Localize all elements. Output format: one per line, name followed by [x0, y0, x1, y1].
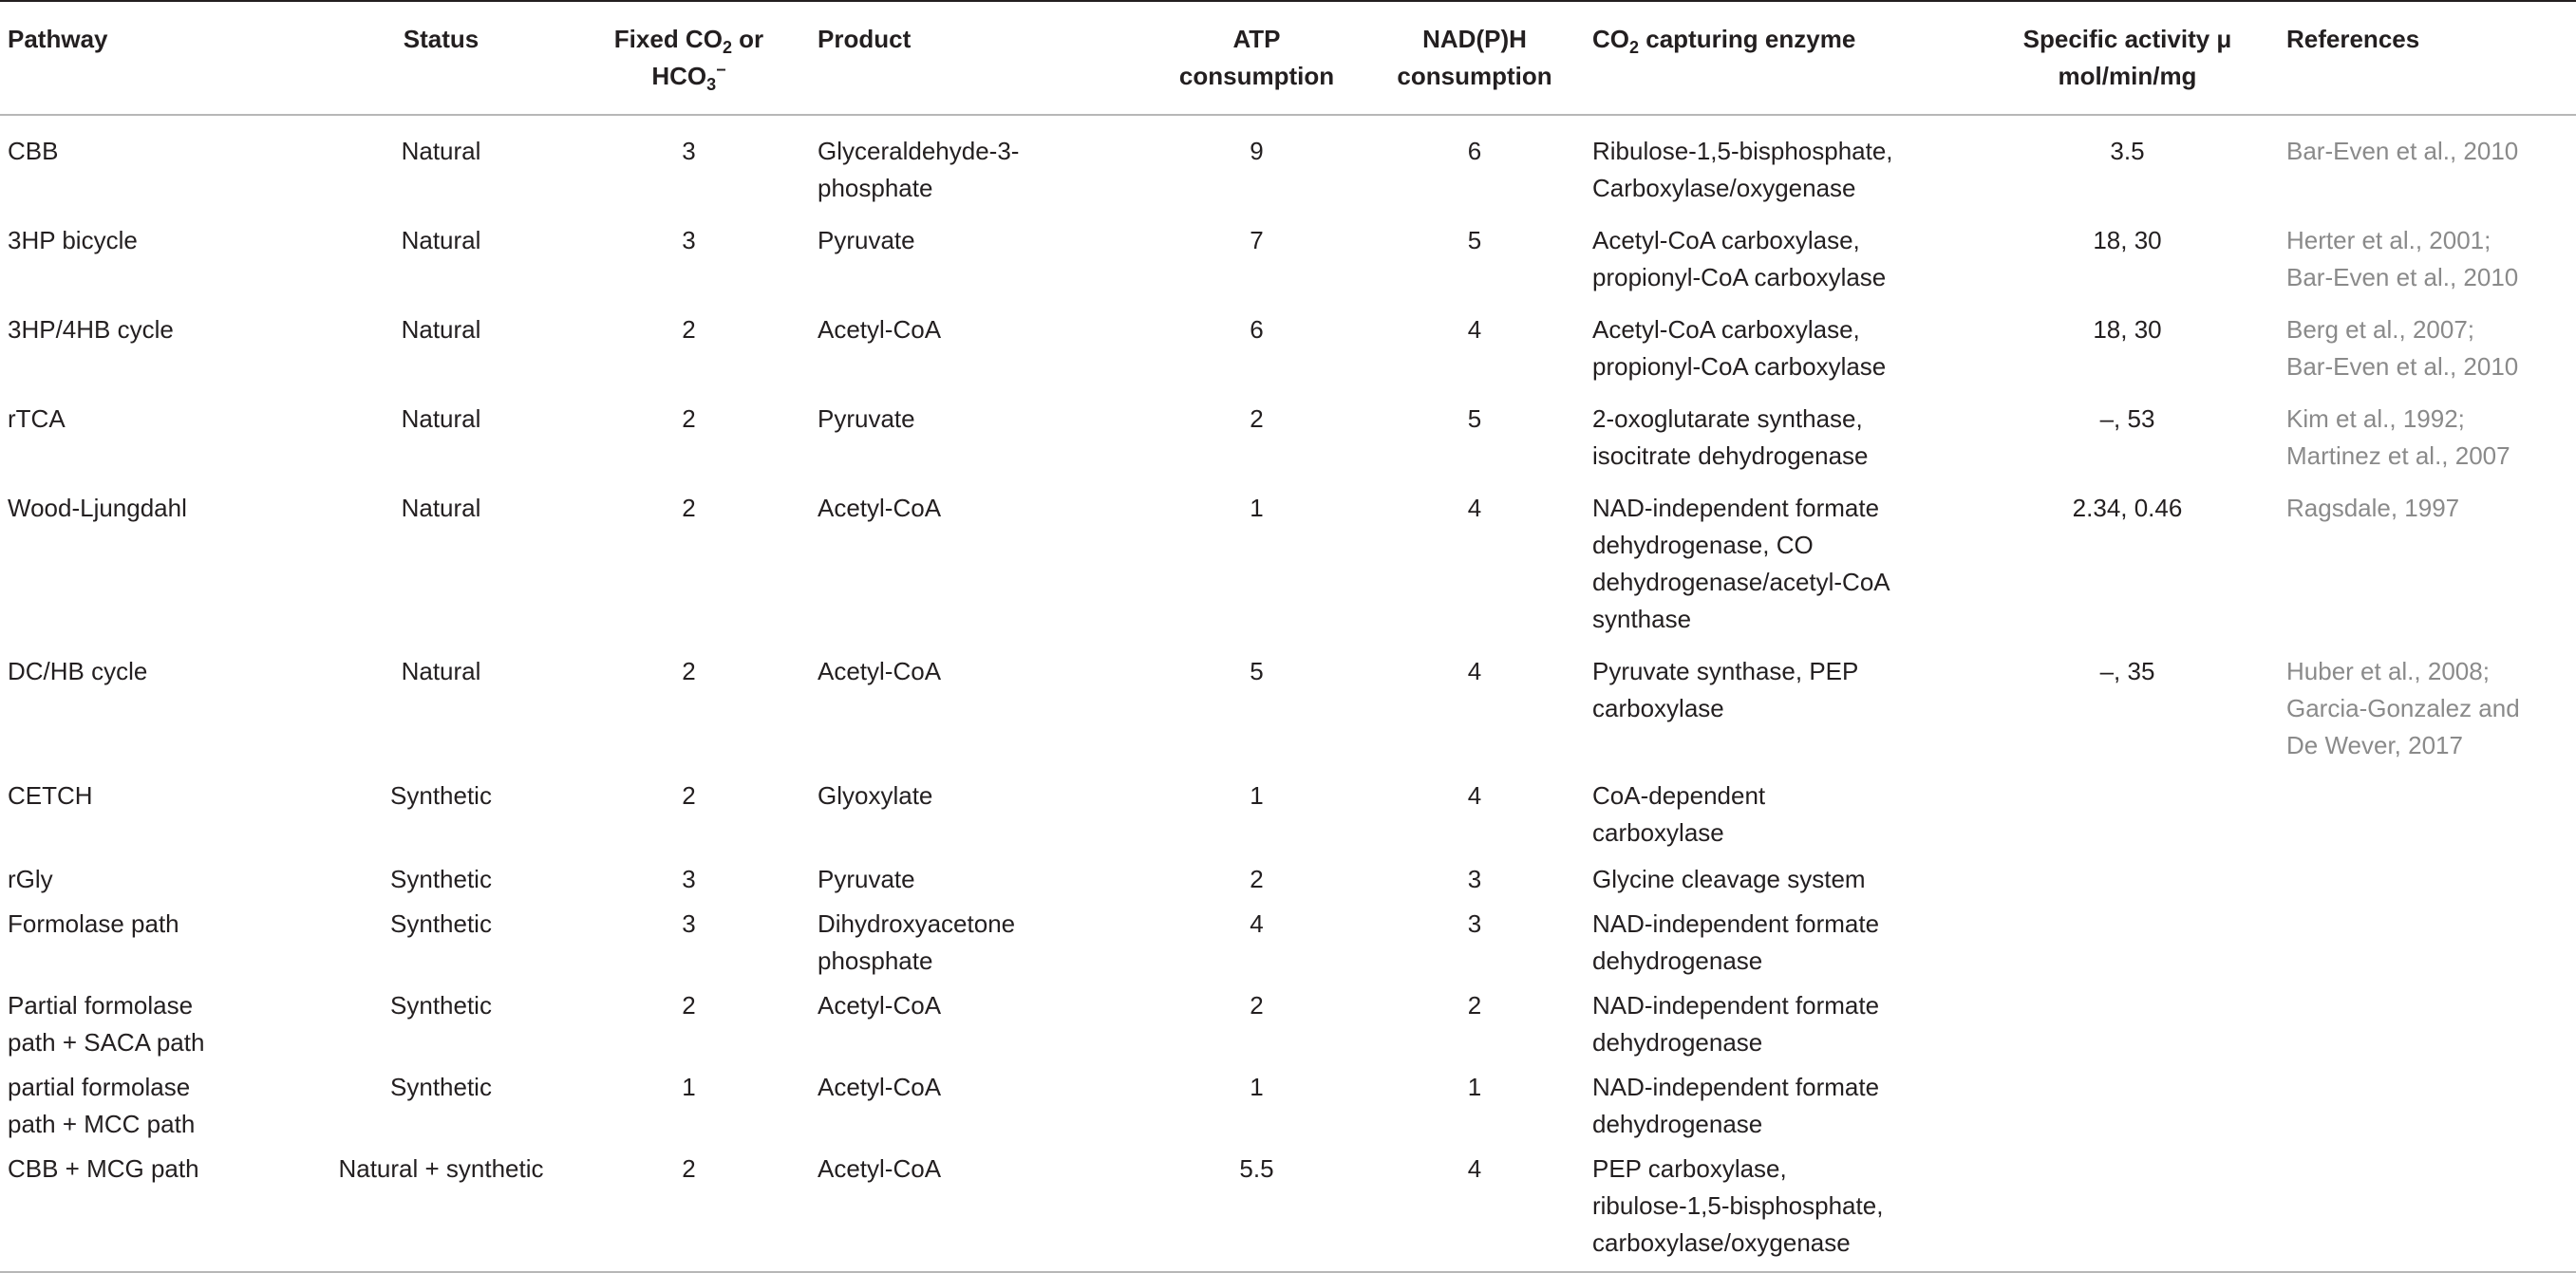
- cell-references-line: Kim et al., 1992;: [2286, 404, 2465, 433]
- cell-atp-line: 1: [1250, 1073, 1264, 1101]
- header-hco3-text: HCO: [651, 62, 707, 90]
- cell-status-line: Natural: [401, 226, 481, 254]
- cell-pathway-line: path + SACA path: [8, 1028, 205, 1057]
- cell-pathway-line: CBB + MCG path: [8, 1154, 199, 1183]
- cell-atp: [1149, 906, 1363, 987]
- cell-status: [314, 115, 566, 222]
- cell-references-line: Ragsdale, 1997: [2286, 494, 2460, 522]
- cell-nadph-line: 5: [1467, 404, 1482, 433]
- cell-nadph-line: 5: [1467, 226, 1482, 254]
- cell-enzyme: [1585, 1069, 1974, 1151]
- table-row: [0, 1069, 2576, 1151]
- cell-status-line: Synthetic: [390, 865, 492, 893]
- cell-atp: [1149, 311, 1363, 401]
- cell-enzyme: [1585, 1151, 1974, 1272]
- cell-product-line: Acetyl-CoA: [818, 1154, 942, 1183]
- cell-nadph: [1363, 1069, 1585, 1151]
- cell-product-line: Acetyl-CoA: [818, 991, 942, 1020]
- header-enzyme-post: capturing enzyme: [1639, 25, 1856, 53]
- cell-references: [2279, 311, 2576, 401]
- cell-enzyme-line: propionyl-CoA carboxylase: [1592, 352, 1887, 381]
- cell-status: [314, 861, 566, 906]
- cell-pathway-line: Wood-Ljungdahl: [8, 494, 187, 522]
- header-activity-line2: mol/min/mg: [2058, 62, 2197, 90]
- cell-product-line: Glyoxylate: [818, 781, 933, 810]
- cell-pathway: [0, 490, 314, 653]
- table-row: [0, 401, 2576, 490]
- cell-status-line: Natural: [401, 137, 481, 165]
- header-atp-line2: consumption: [1178, 62, 1335, 90]
- cell-product: [810, 777, 1149, 861]
- cell-enzyme-line: Carboxylase/oxygenase: [1592, 174, 1856, 202]
- cell-enzyme: [1585, 777, 1974, 861]
- cell-enzyme-line: NAD-independent formate: [1592, 909, 1880, 938]
- cell-fixed-co2: [566, 861, 810, 906]
- cell-activity-line: –, 35: [2099, 657, 2155, 685]
- cell-product: [810, 1069, 1149, 1151]
- header-fixed-co2-text: Fixed CO: [613, 25, 723, 53]
- cell-atp: [1149, 222, 1363, 311]
- cell-atp: [1149, 115, 1363, 222]
- cell-product-line: Pyruvate: [818, 865, 915, 893]
- cell-pathway: [0, 987, 314, 1069]
- cell-fixed-co2: [566, 777, 810, 861]
- cell-pathway-line: Partial formolase: [8, 991, 194, 1020]
- cell-status: [314, 1151, 566, 1272]
- cell-enzyme: [1585, 490, 1974, 653]
- cell-product: [810, 311, 1149, 401]
- cell-atp-line: 1: [1250, 494, 1264, 522]
- cell-enzyme-line: dehydrogenase: [1592, 1110, 1763, 1138]
- cell-atp: [1149, 861, 1363, 906]
- cell-pathway: [0, 653, 314, 777]
- cell-fixed-co2: [566, 401, 810, 490]
- cell-activity-line: 2.34, 0.46: [2072, 494, 2183, 522]
- header-enzyme: [1585, 1, 1974, 115]
- header-fixed-co2: [566, 1, 810, 115]
- cell-atp-line: 7: [1250, 226, 1264, 254]
- cell-enzyme-line: carboxylase/oxygenase: [1592, 1228, 1851, 1257]
- cell-atp-line: 2: [1250, 865, 1264, 893]
- cell-activity: [1974, 222, 2279, 311]
- cell-status-line: Natural: [401, 315, 481, 344]
- cell-nadph-line: 3: [1467, 865, 1482, 893]
- header-product: Product: [818, 25, 912, 53]
- cell-atp-line: 4: [1250, 909, 1264, 938]
- cell-activity: [1974, 906, 2279, 987]
- cell-atp: [1149, 987, 1363, 1069]
- cell-product: [810, 115, 1149, 222]
- cell-references: [2279, 490, 2576, 653]
- cell-status: [314, 222, 566, 311]
- cell-nadph: [1363, 861, 1585, 906]
- cell-enzyme-line: NAD-independent formate: [1592, 494, 1880, 522]
- cell-pathway-line: partial formolase: [8, 1073, 191, 1101]
- cell-nadph: [1363, 777, 1585, 861]
- cell-enzyme: [1585, 401, 1974, 490]
- cell-fixed-co2: [566, 1151, 810, 1272]
- cell-atp: [1149, 777, 1363, 861]
- table-row: [0, 115, 2576, 222]
- cell-fixed-co2: [566, 311, 810, 401]
- cell-enzyme-line: dehydrogenase: [1592, 946, 1763, 975]
- cell-nadph: [1363, 1151, 1585, 1272]
- cell-enzyme-line: ribulose-1,5-bisphosphate,: [1592, 1191, 1884, 1220]
- cell-fixed-co2-line: 2: [682, 657, 696, 685]
- cell-nadph-line: 2: [1467, 991, 1482, 1020]
- header-nadph-line2: consumption: [1397, 62, 1552, 90]
- cell-pathway-line: CETCH: [8, 781, 93, 810]
- cell-atp-line: 5.5: [1239, 1154, 1274, 1183]
- cell-atp: [1149, 401, 1363, 490]
- cell-product: [810, 1151, 1149, 1272]
- header-enzyme-subscript: 2: [1629, 38, 1640, 58]
- cell-pathway-line: 3HP/4HB cycle: [8, 315, 174, 344]
- table-row: [0, 490, 2576, 653]
- cell-references: [2279, 1151, 2576, 1272]
- cell-product-line: Glyceraldehyde-3-: [818, 137, 1020, 165]
- cell-pathway: [0, 401, 314, 490]
- cell-enzyme: [1585, 861, 1974, 906]
- table-row: [0, 222, 2576, 311]
- cell-fixed-co2-line: 1: [682, 1073, 696, 1101]
- table-row: [0, 1151, 2576, 1272]
- cell-status: [314, 653, 566, 777]
- cell-enzyme-line: PEP carboxylase,: [1592, 1154, 1787, 1183]
- table-body: [0, 115, 2576, 1272]
- cell-status-line: Natural: [401, 494, 481, 522]
- header-nadph-line1: NAD(P)H: [1422, 25, 1527, 53]
- header-activity-line1: Specific activity μ: [2022, 25, 2232, 53]
- header-nadph: [1363, 1, 1585, 115]
- cell-nadph: [1363, 987, 1585, 1069]
- header-fixed-or: or: [731, 25, 764, 53]
- cell-fixed-co2-line: 3: [682, 137, 696, 165]
- cell-pathway: [0, 311, 314, 401]
- header-enzyme-text: CO: [1592, 25, 1629, 53]
- table-header: [0, 1, 2576, 115]
- table-row: [0, 987, 2576, 1069]
- cell-enzyme-line: NAD-independent formate: [1592, 1073, 1880, 1101]
- cell-enzyme-line: CoA-dependent: [1592, 781, 1766, 810]
- cell-nadph: [1363, 653, 1585, 777]
- header-hco3-superscript: −: [716, 60, 726, 80]
- cell-references-line: Huber et al., 2008;: [2286, 657, 2490, 685]
- cell-references-line: Berg et al., 2007;: [2286, 315, 2475, 344]
- cell-enzyme-line: carboxylase: [1592, 818, 1724, 847]
- cell-activity: [1974, 1069, 2279, 1151]
- cell-product-line: Pyruvate: [818, 226, 915, 254]
- cell-references-line: Martinez et al., 2007: [2286, 441, 2510, 470]
- table-row: [0, 861, 2576, 906]
- cell-atp-line: 6: [1250, 315, 1264, 344]
- cell-atp-line: 2: [1250, 404, 1264, 433]
- cell-enzyme-line: Glycine cleavage system: [1592, 865, 1866, 893]
- cell-nadph: [1363, 115, 1585, 222]
- cell-activity: [1974, 490, 2279, 653]
- cell-pathway: [0, 1069, 314, 1151]
- cell-pathway-line: rGly: [8, 865, 53, 893]
- cell-fixed-co2: [566, 906, 810, 987]
- cell-product-line: Acetyl-CoA: [818, 494, 942, 522]
- cell-enzyme: [1585, 906, 1974, 987]
- table-row: [0, 906, 2576, 987]
- cell-references: [2279, 906, 2576, 987]
- header-row: [0, 1, 2576, 115]
- cell-fixed-co2-line: 2: [682, 1154, 696, 1183]
- cell-enzyme-line: dehydrogenase, CO: [1592, 531, 1814, 559]
- cell-references: [2279, 222, 2576, 311]
- cell-fixed-co2: [566, 490, 810, 653]
- cell-pathway: [0, 777, 314, 861]
- cell-activity: [1974, 987, 2279, 1069]
- cell-references: [2279, 653, 2576, 777]
- cell-pathway-line: 3HP bicycle: [8, 226, 138, 254]
- cell-atp: [1149, 1069, 1363, 1151]
- cell-activity: [1974, 1151, 2279, 1272]
- cell-enzyme-line: dehydrogenase: [1592, 1028, 1763, 1057]
- cell-pathway-line: DC/HB cycle: [8, 657, 148, 685]
- header-atp: [1149, 1, 1363, 115]
- cell-enzyme: [1585, 311, 1974, 401]
- cell-enzyme-line: Acetyl-CoA carboxylase,: [1592, 315, 1860, 344]
- header-references: References: [2286, 25, 2420, 53]
- cell-atp-line: 2: [1250, 991, 1264, 1020]
- cell-product-line: Pyruvate: [818, 404, 915, 433]
- cell-product: [810, 906, 1149, 987]
- cell-references-line: Garcia-Gonzalez and: [2286, 694, 2520, 722]
- cell-enzyme-line: isocitrate dehydrogenase: [1592, 441, 1869, 470]
- cell-enzyme-line: synthase: [1592, 605, 1692, 633]
- cell-atp-line: 5: [1250, 657, 1264, 685]
- cell-atp: [1149, 653, 1363, 777]
- cell-product-line: phosphate: [818, 174, 933, 202]
- cell-nadph-line: 4: [1467, 657, 1482, 685]
- cell-atp: [1149, 490, 1363, 653]
- cell-status-line: Natural: [401, 657, 481, 685]
- cell-fixed-co2: [566, 653, 810, 777]
- table-row: [0, 653, 2576, 777]
- cell-activity-line: 18, 30: [2093, 315, 2162, 344]
- header-status: Status: [403, 25, 479, 53]
- cell-fixed-co2-line: 2: [682, 781, 696, 810]
- cell-nadph-line: 4: [1467, 781, 1482, 810]
- cell-fixed-co2-line: 3: [682, 865, 696, 893]
- cell-product-line: Acetyl-CoA: [818, 657, 942, 685]
- cell-enzyme-line: Acetyl-CoA carboxylase,: [1592, 226, 1860, 254]
- cell-enzyme-line: Pyruvate synthase, PEP: [1592, 657, 1859, 685]
- table-row: [0, 777, 2576, 861]
- cell-enzyme-line: propionyl-CoA carboxylase: [1592, 263, 1887, 291]
- cell-enzyme: [1585, 115, 1974, 222]
- cell-status-line: Natural: [401, 404, 481, 433]
- cell-status: [314, 490, 566, 653]
- cell-product-line: Acetyl-CoA: [818, 1073, 942, 1101]
- cell-product: [810, 987, 1149, 1069]
- cell-product: [810, 653, 1149, 777]
- cell-pathway: [0, 222, 314, 311]
- cell-atp: [1149, 1151, 1363, 1272]
- cell-fixed-co2: [566, 222, 810, 311]
- table-row: [0, 311, 2576, 401]
- cell-references-line: Bar-Even et al., 2010: [2286, 352, 2519, 381]
- header-fixed-co2-subscript: 2: [722, 38, 732, 58]
- cell-product-line: Dihydroxyacetone: [818, 909, 1016, 938]
- cell-product: [810, 490, 1149, 653]
- cell-enzyme-line: carboxylase: [1592, 694, 1724, 722]
- cell-nadph: [1363, 401, 1585, 490]
- cell-nadph: [1363, 906, 1585, 987]
- cell-fixed-co2: [566, 115, 810, 222]
- cell-activity: [1974, 401, 2279, 490]
- cell-atp-line: 1: [1250, 781, 1264, 810]
- cell-references: [2279, 401, 2576, 490]
- cell-activity: [1974, 115, 2279, 222]
- cell-status-line: Synthetic: [390, 781, 492, 810]
- cell-pathway: [0, 115, 314, 222]
- header-pathway: Pathway: [8, 25, 108, 53]
- cell-nadph-line: 1: [1467, 1073, 1482, 1101]
- cell-atp-line: 9: [1250, 137, 1264, 165]
- cell-status-line: Synthetic: [390, 909, 492, 938]
- cell-pathway-line: rTCA: [8, 404, 66, 433]
- cell-fixed-co2-line: 3: [682, 909, 696, 938]
- cell-product: [810, 401, 1149, 490]
- header-activity: [1974, 1, 2279, 115]
- cell-enzyme-line: Ribulose-1,5-bisphosphate,: [1592, 137, 1893, 165]
- cell-status: [314, 906, 566, 987]
- cell-enzyme: [1585, 653, 1974, 777]
- cell-pathway: [0, 906, 314, 987]
- cell-nadph-line: 3: [1467, 909, 1482, 938]
- cell-fixed-co2: [566, 1069, 810, 1151]
- cell-activity-line: 18, 30: [2093, 226, 2162, 254]
- cell-enzyme-line: 2-oxoglutarate synthase,: [1592, 404, 1863, 433]
- cell-references: [2279, 115, 2576, 222]
- cell-status-line: Natural + synthetic: [338, 1154, 544, 1183]
- cell-references: [2279, 1069, 2576, 1151]
- cell-fixed-co2-line: 2: [682, 315, 696, 344]
- cell-nadph-line: 4: [1467, 1154, 1482, 1183]
- cell-enzyme: [1585, 987, 1974, 1069]
- cell-activity: [1974, 861, 2279, 906]
- header-hco3-subscript: 3: [706, 75, 717, 95]
- cell-enzyme-line: NAD-independent formate: [1592, 991, 1880, 1020]
- cell-enzyme-line: dehydrogenase/acetyl-CoA: [1592, 568, 1890, 596]
- cell-references: [2279, 777, 2576, 861]
- cell-fixed-co2-line: 2: [682, 991, 696, 1020]
- cell-status: [314, 311, 566, 401]
- cell-product: [810, 222, 1149, 311]
- cell-status: [314, 401, 566, 490]
- cell-activity-line: 3.5: [2110, 137, 2145, 165]
- cell-nadph: [1363, 311, 1585, 401]
- cell-nadph-line: 4: [1467, 315, 1482, 344]
- cell-product-line: Acetyl-CoA: [818, 315, 942, 344]
- cell-activity: [1974, 777, 2279, 861]
- cell-product-line: phosphate: [818, 946, 933, 975]
- cell-references-line: Bar-Even et al., 2010: [2286, 137, 2519, 165]
- cell-pathway-line: CBB: [8, 137, 59, 165]
- cell-references-line: Bar-Even et al., 2010: [2286, 263, 2519, 291]
- cell-enzyme: [1585, 222, 1974, 311]
- cell-pathway-line: path + MCC path: [8, 1110, 196, 1138]
- cell-pathway: [0, 861, 314, 906]
- cell-status-line: Synthetic: [390, 1073, 492, 1101]
- cell-nadph: [1363, 490, 1585, 653]
- cell-status: [314, 987, 566, 1069]
- cell-references-line: De Wever, 2017: [2286, 731, 2463, 759]
- cell-references: [2279, 861, 2576, 906]
- header-atp-line1: ATP: [1232, 25, 1281, 53]
- cell-references-line: Herter et al., 2001;: [2286, 226, 2491, 254]
- cell-nadph-line: 4: [1467, 494, 1482, 522]
- cell-pathway-line: Formolase path: [8, 909, 179, 938]
- cell-product: [810, 861, 1149, 906]
- cell-activity: [1974, 653, 2279, 777]
- cell-nadph: [1363, 222, 1585, 311]
- cell-fixed-co2-line: 2: [682, 404, 696, 433]
- cell-activity-line: –, 53: [2099, 404, 2155, 433]
- cell-pathway: [0, 1151, 314, 1272]
- cell-nadph-line: 6: [1467, 137, 1482, 165]
- cell-fixed-co2-line: 2: [682, 494, 696, 522]
- cell-status: [314, 1069, 566, 1151]
- cell-fixed-co2-line: 3: [682, 226, 696, 254]
- cell-status: [314, 777, 566, 861]
- cell-fixed-co2: [566, 987, 810, 1069]
- cell-activity: [1974, 311, 2279, 401]
- cell-status-line: Synthetic: [390, 991, 492, 1020]
- cell-references: [2279, 987, 2576, 1069]
